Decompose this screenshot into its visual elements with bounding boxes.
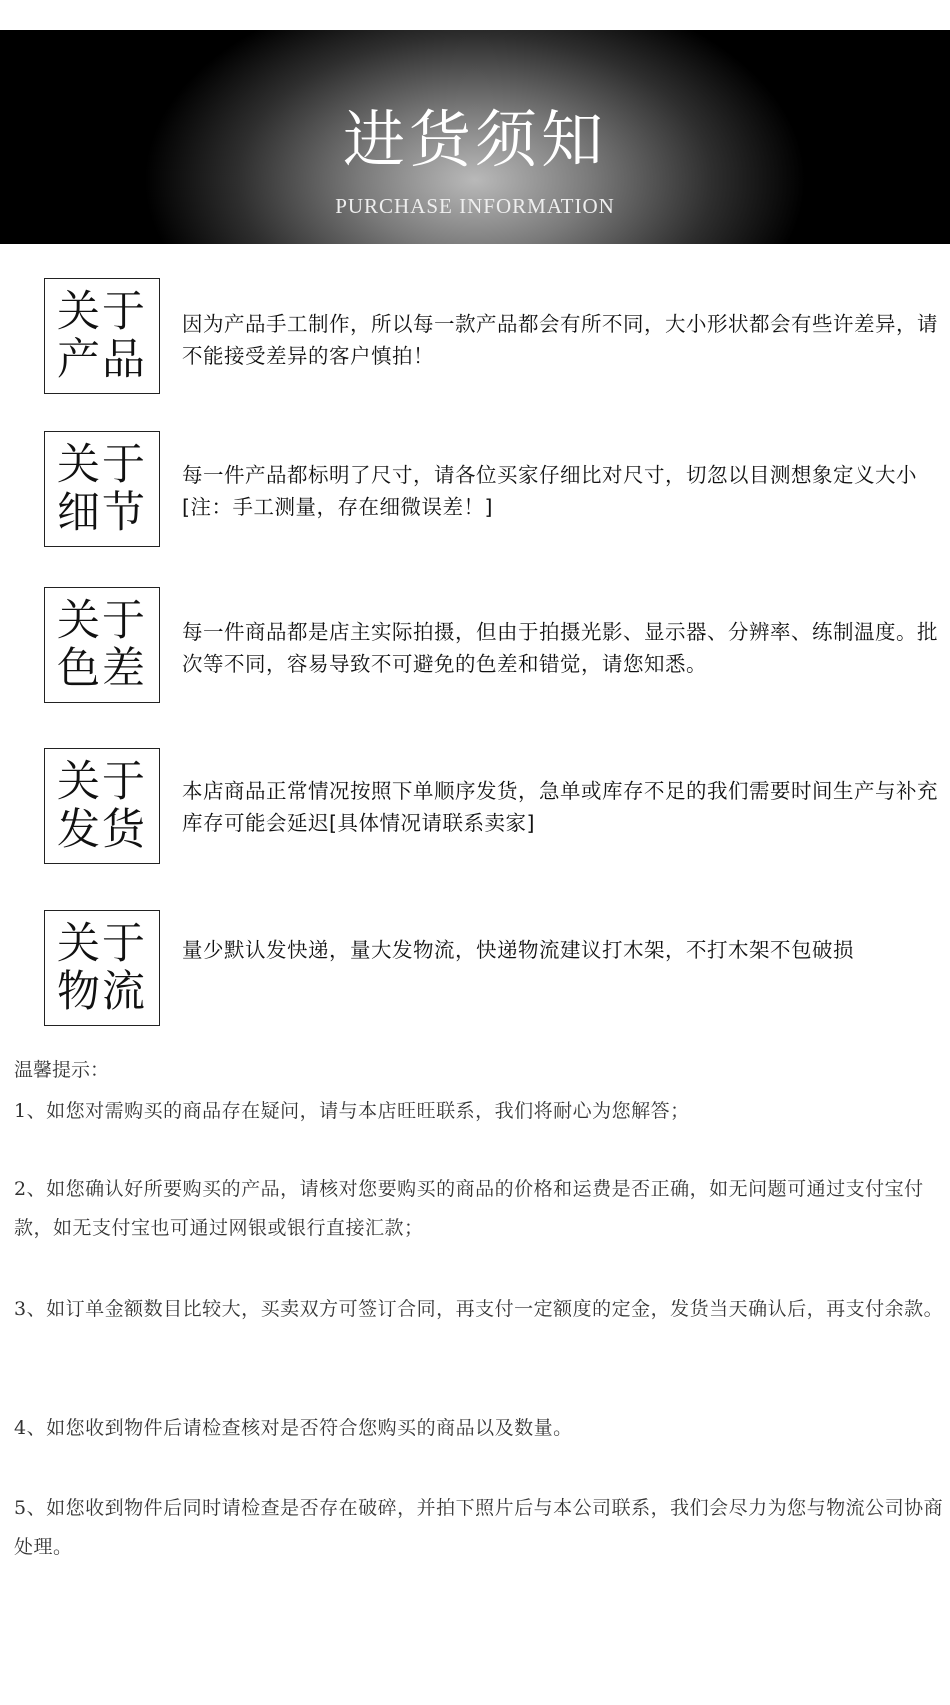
section-label-box — [44, 278, 160, 394]
section-description: 量少默认发快递，量大发物流，快递物流建议打木架，不打木架不包破损 — [182, 938, 854, 962]
section-description: 本店商品正常情况按照下单顺序发货，急单或库存不足的我们需要时间生产与补充库存可能会延迟[具体情况请联系卖家] — [182, 779, 938, 835]
section-label-box — [44, 431, 160, 547]
section-shipping — [0, 748, 950, 866]
section-description: 因为产品手工制作，所以每一款产品都会有所不同，大小形状都会有些许差异，请不能接受差异的客户慎拍！ — [182, 312, 938, 368]
section-description: 每一件商品都是店主实际拍摄，但由于拍摄光影、显示器、分辨率、练制温度。批次等不同，容易导致不可避免的色差和错觉，请您知悉。 — [182, 620, 938, 676]
tip-item: 2、如您确认好所要购买的产品，请核对您要购买的商品的价格和运费是否正确，如无问题可通过支付宝付款，如无支付宝也可通过网银或银行直接汇款； — [14, 1178, 924, 1239]
tip-item: 4、如您收到物件后请检查核对是否符合您购买的商品以及数量。 — [14, 1417, 573, 1439]
section-label-line2: 产品 — [57, 335, 147, 385]
page-title: 进货须知 — [342, 103, 607, 176]
section-label-line1: 关于 — [57, 440, 147, 490]
page-subtitle: PURCHASE INFORMATION — [335, 194, 615, 218]
section-label-line2: 细节 — [57, 488, 147, 538]
tips-title: 温馨提示： — [14, 1059, 110, 1081]
header-banner — [0, 30, 950, 244]
section-label-box — [44, 748, 160, 864]
section-label-line1: 关于 — [57, 757, 147, 807]
section-label-line2: 物流 — [57, 967, 147, 1017]
section-color-difference — [0, 587, 950, 705]
section-product — [0, 278, 950, 396]
tip-item: 5、如您收到物件后同时请检查是否存在破碎，并拍下照片后与本公司联系，我们会尽力为您与物流公司协商处理。 — [14, 1497, 944, 1558]
section-label-line1: 关于 — [57, 919, 147, 969]
tip-item: 1、如您对需购买的商品存在疑问，请与本店旺旺联系，我们将耐心为您解答； — [14, 1100, 690, 1122]
section-label-line1: 关于 — [57, 596, 147, 646]
section-label-line2: 发货 — [57, 805, 147, 855]
section-label-box — [44, 587, 160, 703]
tip-item: 3、如订单金额数目比较大，买卖双方可签订合同，再支付一定额度的定金，发货当天确认后，再支付余款。 — [14, 1298, 944, 1320]
section-details — [0, 431, 950, 549]
section-description: 每一件产品都标明了尺寸，请各位买家仔细比对尺寸，切忽以目测想象定义大小[注：手工测量，存在细微误差！] — [182, 463, 917, 519]
section-label-box — [44, 910, 160, 1026]
section-label-line2: 色差 — [57, 644, 147, 694]
section-logistics — [0, 910, 950, 1028]
section-label-line1: 关于 — [57, 287, 147, 337]
